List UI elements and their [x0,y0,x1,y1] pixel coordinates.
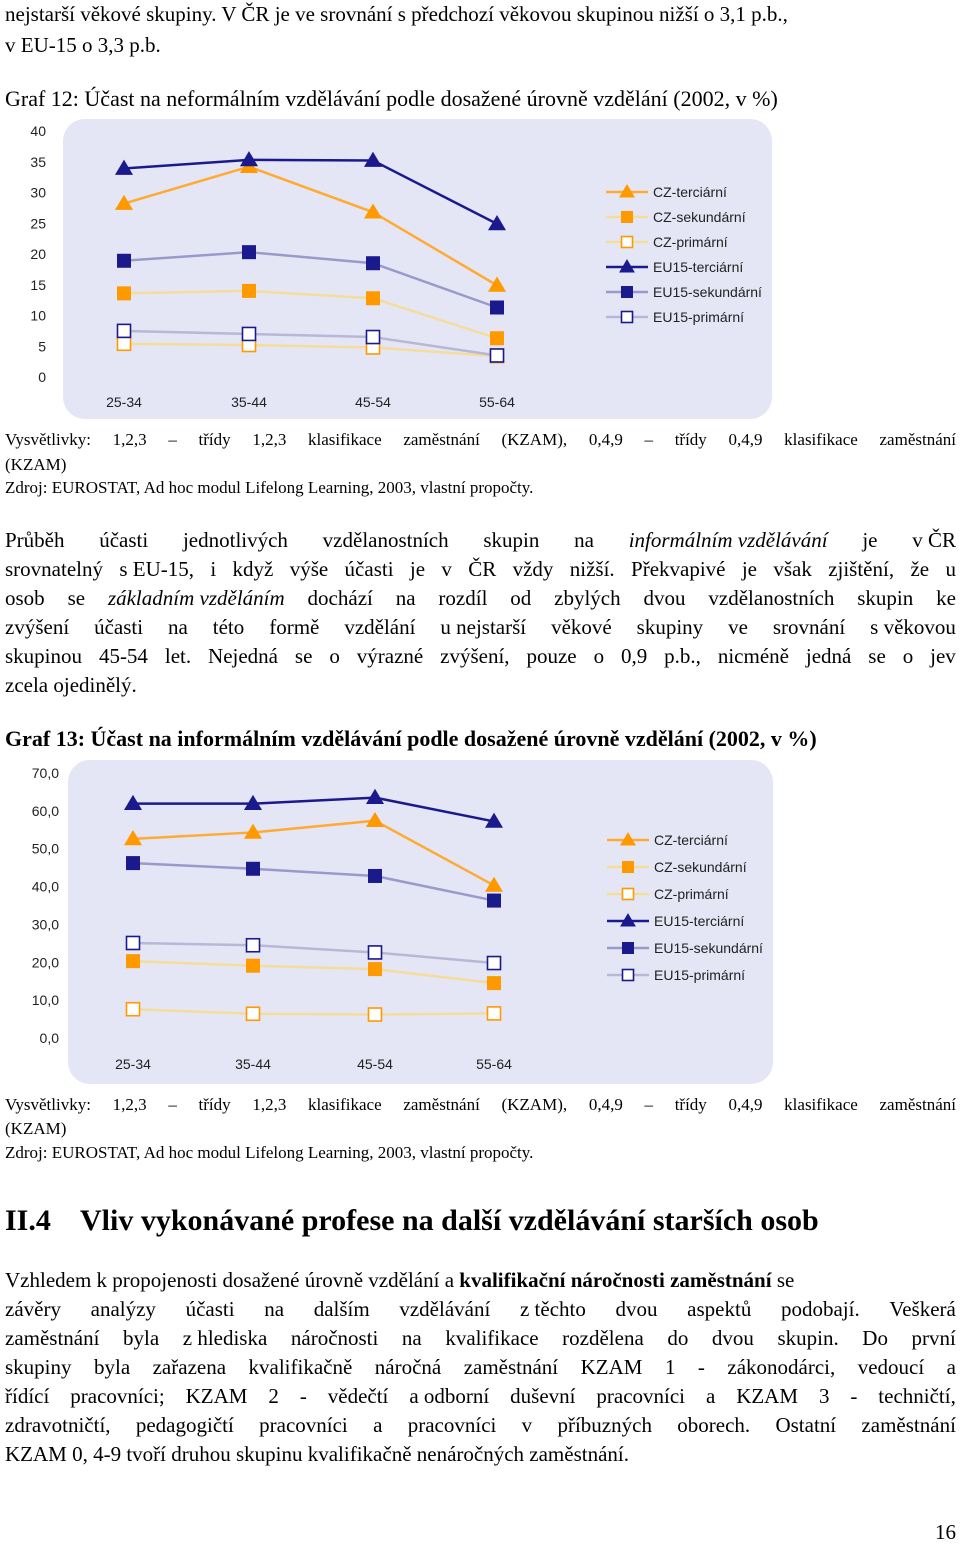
word: klasifikace [784,430,858,449]
word: jednotlivých [182,528,288,552]
legend-label: EU15-terciární [653,259,744,275]
word: oborech. [677,1413,751,1437]
y-tick-label: 40 [30,123,46,139]
graf12-caption: Graf 12: Účast na neformálním vzdělávání podle dosažené úrovně vzdělání (2002, v %) [5,86,778,111]
word: se [868,644,886,668]
word: dvou [711,1326,754,1350]
word: je [862,528,878,552]
y-tick-label: 0 [38,369,46,385]
y-tick-label: 10 [30,307,46,324]
word: pedagogičtí [135,1413,234,1437]
word: vedoucí [857,1355,925,1379]
data-point [367,257,380,270]
word: pracovníci [596,1384,686,1408]
word: náročnosti [290,1326,379,1350]
word: informálním vzdělávání [628,528,828,552]
word: zaměstnání [463,1355,559,1379]
word: klasifikace [784,1095,858,1114]
data-point [488,957,501,970]
data-point [127,857,140,870]
word: i [210,557,217,581]
chart-graf13 [0,758,960,1088]
word: zaměstnání [879,1095,956,1114]
word: podobají. [780,1297,860,1321]
data-point [491,301,504,314]
word: formě [269,615,320,639]
section-title: Vliv vykonávané profese na další vzdělávání starších osob [80,1204,819,1237]
word: 0,4,9 [588,1095,623,1114]
data-point [488,1007,501,1020]
word: srovnání [772,615,846,639]
x-tick-label: 45-54 [355,394,391,410]
word: dalším [313,1297,370,1321]
word: 1,2,3 [252,1095,287,1114]
word: skupin [857,586,914,610]
para2-line-4 [5,1357,956,1378]
data-point [247,1007,260,1020]
data-point [367,292,380,305]
word: když [232,557,274,581]
word: 3 [818,1384,830,1408]
intro-line-2: v EU-15 o 3,3 p.b. [5,33,161,57]
word: do [667,1326,689,1350]
word: třídy [198,1095,231,1114]
word: ve [728,615,748,639]
word: p.b., [664,644,701,668]
data-point [127,955,140,968]
word: skupin [483,528,540,552]
legend-label: CZ-terciární [653,184,727,200]
y-tick-label: 15 [30,276,46,293]
para1-line-4 [5,617,956,638]
word: - [850,1384,858,1408]
word: nižší. [569,557,615,581]
word: aspektů [687,1297,752,1321]
section-heading [5,1206,819,1236]
word: že [910,557,930,581]
word: účasti [185,1297,235,1321]
x-tick-label: 45-54 [357,1056,393,1072]
word: rozdělena [562,1326,644,1350]
word: a [373,1413,383,1437]
word: z hlediska [182,1326,268,1350]
y-tick-label: 10,0 [31,992,59,1009]
graf13-caption: Graf 13: Účast na informálním vzdělávání podle dosažené úrovně vzdělání (2002, v %) [5,726,817,751]
word: pracovníci [259,1413,348,1437]
word: u nejstarší [440,615,527,639]
word: 0,4,9 [728,430,763,449]
word: z těchto [519,1297,586,1321]
y-tick-label: 0,0 [39,1030,59,1046]
para2-line-6 [5,1415,956,1436]
legend-label: CZ-primární [653,234,728,250]
word: je [741,557,757,581]
word: jedná [805,644,852,668]
data-point [127,936,140,949]
word: s EU-15, [119,557,194,581]
word: 45-54 [98,644,148,668]
data-point [247,939,260,952]
intro-line-1: nejstarší věkové skupiny. V ČR je ve srovnání s předchozí věkovou skupinou nižší o 3,1 p.b., [5,2,788,26]
y-tick-label: 50,0 [31,840,59,857]
para2-line-5 [5,1386,956,1407]
word: (KZAM), [501,1095,568,1114]
word: kvalifikačně [248,1355,353,1379]
word: dvou [615,1297,658,1321]
word: a odborní [409,1384,490,1408]
word: dochází [307,586,373,610]
word: - [697,1355,705,1379]
word: 1,2,3 [112,430,147,449]
word: první [911,1326,956,1350]
word: skupinou [5,644,83,668]
word: nicméně [717,644,789,668]
graf13-explain-line2: (KZAM) [5,1119,67,1138]
page-number: 16 [935,1520,956,1544]
word: KZAM [580,1355,643,1379]
word: zaměstnání [861,1413,956,1437]
word: Nejedná [208,644,278,668]
y-tick-label: 30,0 [31,916,59,933]
data-point [127,1003,140,1016]
word: zdravotničtí, [5,1413,111,1437]
para2-line-2 [5,1299,956,1320]
word: 0,4,9 [588,430,623,449]
y-tick-label: 20 [30,246,46,262]
data-point [491,332,504,345]
word: Do [862,1326,888,1350]
data-point [247,959,260,972]
legend-marker [623,970,634,981]
para2-line-3 [5,1328,956,1349]
word: klasifikace [308,430,382,449]
para1-line-1 [5,530,956,551]
word: třídy [198,430,231,449]
word: 1 [664,1355,676,1379]
para2-line1-a: Vzhledem k propojenosti dosažené úrovně vzdělání a [5,1268,460,1292]
legend-marker [622,312,633,323]
word: pouze [526,644,577,668]
word: na [264,1297,285,1321]
para1-line-6: zcela ojedinělý. [5,673,137,697]
word: s věkovou [870,615,956,639]
legend-label: EU15-primární [653,309,745,325]
word: od [510,586,532,610]
para2-line1-bold: kvalifikační náročnosti zaměstnání [459,1268,772,1292]
word: - [299,1384,307,1408]
word: třídy [674,1095,707,1114]
graf12-explain-line1 [5,431,956,448]
word: dvou [643,586,686,610]
data-point [243,246,256,259]
word: 0,9 [620,644,648,668]
word: u [945,557,956,581]
data-point [118,337,131,350]
legend-marker [623,943,634,954]
word: o [902,644,914,668]
section-number: II.4 [5,1204,51,1237]
word: Ostatní [775,1413,837,1437]
y-tick-label: 60,0 [31,802,59,819]
data-point [118,254,131,267]
data-point [369,963,382,976]
word: zvýšení [5,615,70,639]
data-point [243,327,256,340]
legend-label: EU15-terciární [654,913,745,929]
para1-line-2 [5,559,956,580]
graf13-explain-line1 [5,1096,956,1113]
word: na [168,615,188,639]
y-tick-label: 30 [30,184,46,201]
data-point [369,869,382,882]
word: účasti [94,615,144,639]
word: pracovníci [407,1413,497,1437]
data-point [118,287,131,300]
word: skupin. [777,1326,839,1350]
word: je [409,557,426,581]
x-tick-label: 55-64 [476,1056,512,1072]
word: KZAM [185,1384,248,1408]
data-point [369,946,382,959]
legend-label: EU15-sekundární [653,284,762,300]
graf13-source: Zdroj: EUROSTAT, Ad hoc modul Lifelong Learning, 2003, vlastní propočty. [5,1143,534,1162]
word: zaměstnání [403,1095,480,1114]
word: osob [5,586,45,610]
word: zaměstnání [403,430,480,449]
word: v ČR [912,528,956,552]
word: zaměstnání [5,1326,100,1350]
word: zbylých [554,586,621,610]
word: srovnatelný [5,557,103,581]
word: vědečtí [327,1384,389,1408]
legend-label: EU15-sekundární [654,940,763,956]
word: základním vzděláním [107,586,285,610]
word: se [67,586,86,610]
y-tick-label: 25 [30,215,46,232]
word: výrazné [356,644,424,668]
word: v [521,1413,533,1437]
word: vzdělání [344,615,416,639]
data-point [118,324,131,337]
data-point [369,1008,382,1021]
word: – [168,430,177,449]
word: této [212,615,245,639]
word: se [294,644,313,668]
word: 1,2,3 [252,430,287,449]
legend-marker [622,287,633,298]
para1-line-5 [5,646,956,667]
para1-line-3 [5,588,956,609]
word: ČR [468,557,497,581]
word: výše [289,557,329,581]
data-point [488,894,501,907]
word: v [441,557,452,581]
legend-marker [622,212,633,223]
legend-marker [623,889,634,900]
word: vzdělávání [399,1297,491,1321]
para2-line1-c: se [771,1268,795,1292]
word: na [574,528,594,552]
x-tick-label: 35-44 [231,394,267,410]
word: – [644,430,653,449]
word: klasifikace [308,1095,382,1114]
word: kvalifikace [445,1326,539,1350]
data-point [243,284,256,297]
para2-line-1 [5,1270,794,1291]
word: zjištění, [828,557,895,581]
legend-marker [623,862,634,873]
y-tick-label: 20,0 [31,954,59,971]
word: 1,2,3 [112,1095,147,1114]
word: Veškerá [889,1297,956,1321]
word: Překvapivé [631,557,726,581]
legend-marker [622,237,633,248]
legend-label: EU15-primární [654,967,746,983]
word: na [395,586,416,610]
y-tick-label: 70,0 [31,765,59,781]
data-point [491,349,504,362]
word: vzdělanostních [322,528,449,552]
word: a [705,1384,716,1408]
word: zvýšení, [440,644,510,668]
word: vždy [512,557,554,581]
y-tick-label: 40,0 [31,878,59,895]
word: analýzy [90,1297,156,1321]
word: Vysvětlivky: [5,1095,91,1114]
x-tick-label: 55-64 [479,394,515,410]
word: na [401,1326,422,1350]
word: KZAM [736,1384,799,1408]
word: zaměstnání [879,430,956,449]
word: příbuzných [557,1413,652,1437]
graf12-source: Zdroj: EUROSTAT, Ad hoc modul Lifelong Learning, 2003, vlastní propočty. [5,478,534,497]
para2-line-7: KZAM 0, 4-9 tvoří druhou skupinu kvalifikačně nenáročných zaměstnání. [5,1442,630,1466]
word: ke [936,586,956,610]
word: jev [930,644,956,668]
y-tick-label: 5 [38,338,46,355]
word: účasti [344,557,394,581]
word: třídy [674,430,707,449]
legend-label: CZ-terciární [654,832,728,848]
word: Vysvětlivky: [5,430,91,449]
data-point [247,862,260,875]
word: skupiny [5,1355,72,1379]
word: řídící [5,1384,50,1408]
word: pracovníci; [70,1384,165,1408]
word: zařazena [152,1355,227,1379]
word: 0,4,9 [728,1095,763,1114]
word: skupiny [636,615,704,639]
word: duševní [510,1384,576,1408]
word: závěry [5,1297,61,1321]
word: účasti [99,528,149,552]
word: let. [164,644,192,668]
legend-label: CZ-sekundární [653,209,746,225]
legend-label: CZ-primární [654,886,729,902]
word: o [329,644,340,668]
word: Průběh [5,528,65,552]
word: a [946,1355,956,1379]
word: – [644,1095,653,1114]
word: náročná [374,1355,442,1379]
legend-label: CZ-sekundární [654,859,747,875]
word: však [773,557,812,581]
word: vzdělanostních [708,586,835,610]
word: o [593,644,605,668]
x-tick-label: 25-34 [106,394,142,410]
word: rozdíl [438,586,488,610]
word: techničtí, [878,1384,956,1408]
word: byla [123,1326,160,1350]
x-tick-label: 25-34 [115,1056,151,1072]
x-tick-label: 35-44 [235,1056,271,1072]
word: byla [93,1355,131,1379]
word: – [168,1095,177,1114]
y-tick-label: 35 [30,153,46,170]
word: (KZAM), [501,430,568,449]
data-point [488,977,501,990]
word: 2 [268,1384,279,1408]
graf12-explain-line2: (KZAM) [5,455,67,474]
word: zákonodárci, [727,1355,836,1379]
word: věkové [551,615,612,639]
chart-graf12 [0,115,960,420]
data-point [367,331,380,344]
